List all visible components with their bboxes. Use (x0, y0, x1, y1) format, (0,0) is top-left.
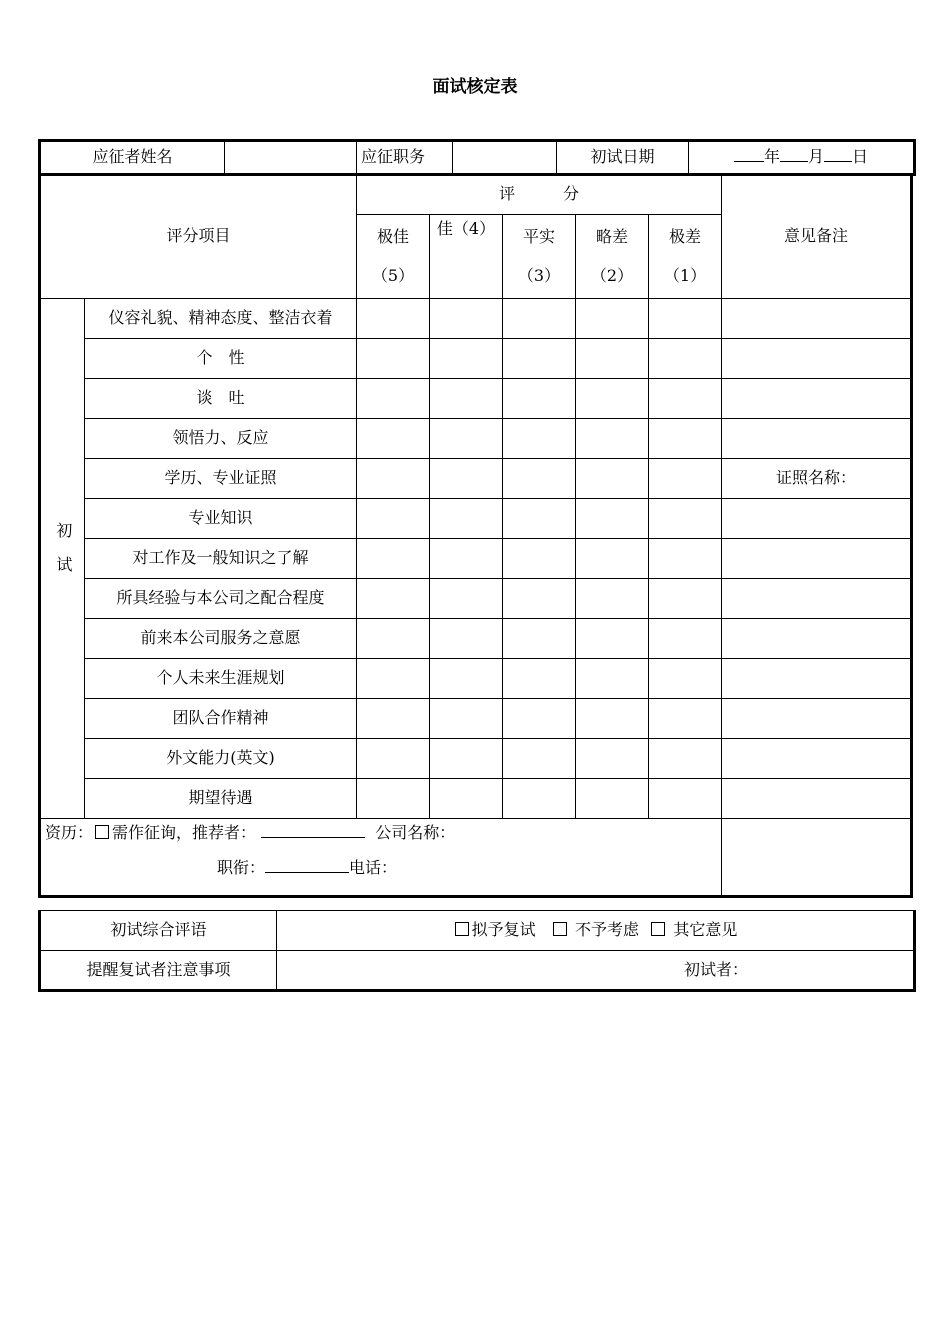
retest-label: 拟予复试 (471, 920, 536, 940)
applicant-name-field[interactable] (225, 141, 357, 175)
item-name: 前来本公司服务之意愿 (85, 619, 357, 659)
score-cell[interactable] (357, 619, 430, 659)
item-remark[interactable] (722, 779, 912, 819)
score-cell[interactable] (649, 619, 722, 659)
score-cell[interactable] (357, 419, 430, 459)
score-cell[interactable] (430, 379, 503, 419)
item-remark[interactable] (722, 619, 912, 659)
month-blank (780, 147, 808, 162)
retest-checkbox[interactable] (455, 922, 469, 936)
item-rows (40, 299, 912, 819)
summary-options (277, 911, 915, 951)
recommender-blank[interactable] (261, 823, 365, 838)
item-name: 学历、专业证照 (85, 459, 357, 499)
summary-label: 初试综合评语 (40, 911, 277, 951)
score-cell[interactable] (649, 299, 722, 339)
date-field[interactable] (689, 141, 915, 175)
section-label: 初试 (40, 299, 85, 819)
item-remark[interactable] (722, 499, 912, 539)
score-cell[interactable] (503, 459, 576, 499)
item-name: 领悟力、反应 (85, 419, 357, 459)
item-name: 对工作及一般知识之了解 (85, 539, 357, 579)
score-cell[interactable] (357, 299, 430, 339)
score-cell[interactable] (576, 339, 649, 379)
item-remark[interactable] (722, 339, 912, 379)
score-cell[interactable] (430, 539, 503, 579)
score-cell[interactable] (649, 419, 722, 459)
score-cell[interactable] (503, 739, 576, 779)
score-cell[interactable] (576, 459, 649, 499)
level-poor: 略差 （2） (576, 215, 649, 299)
item-row (40, 739, 912, 779)
applicant-name-label: 应征者姓名 (40, 141, 225, 175)
score-cell[interactable] (503, 579, 576, 619)
level-very-poor: 极差 （1） (649, 215, 722, 299)
score-cell[interactable] (576, 779, 649, 819)
score-cell[interactable] (503, 419, 576, 459)
item-header: 评分项目 (40, 175, 357, 299)
item-row (40, 699, 912, 739)
item-name: 专业知识 (85, 499, 357, 539)
month-label: 月 (808, 147, 825, 167)
score-cell[interactable] (503, 499, 576, 539)
inquiry-label: 需作征询，推荐者： (112, 823, 257, 842)
item-name: 所具经验与本公司之配合程度 (85, 579, 357, 619)
score-cell[interactable] (649, 579, 722, 619)
score-cell[interactable] (430, 299, 503, 339)
score-cell[interactable] (503, 379, 576, 419)
score-cell[interactable] (576, 619, 649, 659)
level-average: 平实 （3） (503, 215, 576, 299)
item-name: 仪容礼貌、精神态度、整洁衣着 (85, 299, 357, 339)
score-cell[interactable] (503, 619, 576, 659)
position-label: 应征职务 (357, 141, 453, 175)
score-cell[interactable] (649, 739, 722, 779)
title-blank[interactable] (265, 858, 349, 873)
scoring-table (38, 174, 913, 898)
item-row (40, 339, 912, 379)
year-blank (734, 147, 764, 162)
level-good: 佳（4） (430, 215, 503, 299)
date-label: 初试日期 (557, 141, 689, 175)
score-cell[interactable] (430, 659, 503, 699)
score-cell[interactable] (576, 499, 649, 539)
item-row (40, 779, 912, 819)
score-cell[interactable] (430, 459, 503, 499)
item-row (40, 459, 912, 499)
reject-checkbox[interactable] (553, 922, 567, 936)
score-cell[interactable] (503, 299, 576, 339)
reject-label: 不予考虑 (575, 920, 640, 940)
company-label: 公司名称： (375, 823, 456, 842)
score-cell[interactable] (649, 459, 722, 499)
item-name: 个人未来生涯规划 (85, 659, 357, 699)
interview-form-table (38, 139, 916, 176)
day-blank (824, 147, 852, 162)
score-cell[interactable] (357, 699, 430, 739)
item-row (40, 299, 912, 339)
item-row (40, 579, 912, 619)
item-name: 外文能力(英文) (85, 739, 357, 779)
score-cell[interactable] (576, 539, 649, 579)
item-row (40, 499, 912, 539)
item-row (40, 619, 912, 659)
score-cell[interactable] (357, 659, 430, 699)
page-title: 面试核定表 (432, 77, 518, 97)
score-cell[interactable] (430, 619, 503, 659)
item-remark[interactable] (722, 299, 912, 339)
reference-cell (40, 819, 722, 897)
score-cell[interactable] (576, 379, 649, 419)
score-cell[interactable] (576, 739, 649, 779)
item-remark[interactable] (722, 659, 912, 699)
score-cell[interactable] (649, 699, 722, 739)
item-remark[interactable] (722, 739, 912, 779)
score-cell[interactable] (357, 539, 430, 579)
score-cell[interactable] (649, 659, 722, 699)
score-cell[interactable] (357, 779, 430, 819)
score-cell[interactable] (430, 419, 503, 459)
score-cell[interactable] (357, 739, 430, 779)
inquiry-checkbox[interactable] (95, 825, 109, 839)
reminder-label: 提醒复试者注意事项 (40, 951, 277, 991)
year-label: 年 (764, 147, 781, 167)
level-excellent: 极佳 （5） (357, 215, 430, 299)
score-cell[interactable] (357, 459, 430, 499)
score-cell[interactable] (357, 579, 430, 619)
score-cell[interactable] (430, 779, 503, 819)
position-field[interactable] (453, 141, 557, 175)
item-remark[interactable] (722, 379, 912, 419)
reference-label: 资历： (45, 823, 94, 842)
score-cell[interactable] (503, 699, 576, 739)
score-cell[interactable] (576, 579, 649, 619)
score-cell[interactable] (357, 499, 430, 539)
item-remark[interactable] (722, 419, 912, 459)
summary-table (38, 910, 916, 992)
interviewer-label: 初试者： (683, 959, 748, 979)
score-cell[interactable] (430, 499, 503, 539)
item-row (40, 379, 912, 419)
score-cell[interactable] (576, 699, 649, 739)
score-cell[interactable] (430, 699, 503, 739)
score-cell[interactable] (430, 739, 503, 779)
item-remark[interactable] (722, 699, 912, 739)
phone-label: 电话： (349, 857, 398, 877)
item-row (40, 539, 912, 579)
reminder-field[interactable] (277, 951, 915, 991)
score-header: 评 分 (357, 175, 722, 215)
remarks-header: 意见备注 (722, 175, 912, 299)
score-cell[interactable] (503, 779, 576, 819)
item-name: 谈 吐 (85, 379, 357, 419)
score-cell[interactable] (430, 339, 503, 379)
score-cell[interactable] (357, 379, 430, 419)
score-cell[interactable] (576, 299, 649, 339)
score-cell[interactable] (503, 539, 576, 579)
other-label: 其它意见 (673, 920, 738, 940)
item-row (40, 659, 912, 699)
title-label: 职衔： (217, 857, 266, 877)
item-name: 期望待遇 (85, 779, 357, 819)
item-remark[interactable] (722, 579, 912, 619)
reference-remark (722, 819, 912, 897)
score-cell[interactable] (503, 339, 576, 379)
item-remark[interactable] (722, 539, 912, 579)
score-cell[interactable] (357, 339, 430, 379)
score-cell[interactable] (503, 659, 576, 699)
score-cell[interactable] (649, 539, 722, 579)
score-cell[interactable] (576, 659, 649, 699)
score-cell[interactable] (649, 379, 722, 419)
other-checkbox[interactable] (651, 922, 665, 936)
score-cell[interactable] (430, 579, 503, 619)
day-label: 日 (852, 147, 869, 167)
score-cell[interactable] (649, 779, 722, 819)
item-remark[interactable]: 证照名称： (722, 459, 912, 499)
score-cell[interactable] (649, 499, 722, 539)
item-name: 个 性 (85, 339, 357, 379)
score-cell[interactable] (576, 419, 649, 459)
item-name: 团队合作精神 (85, 699, 357, 739)
item-row (40, 419, 912, 459)
score-cell[interactable] (649, 339, 722, 379)
